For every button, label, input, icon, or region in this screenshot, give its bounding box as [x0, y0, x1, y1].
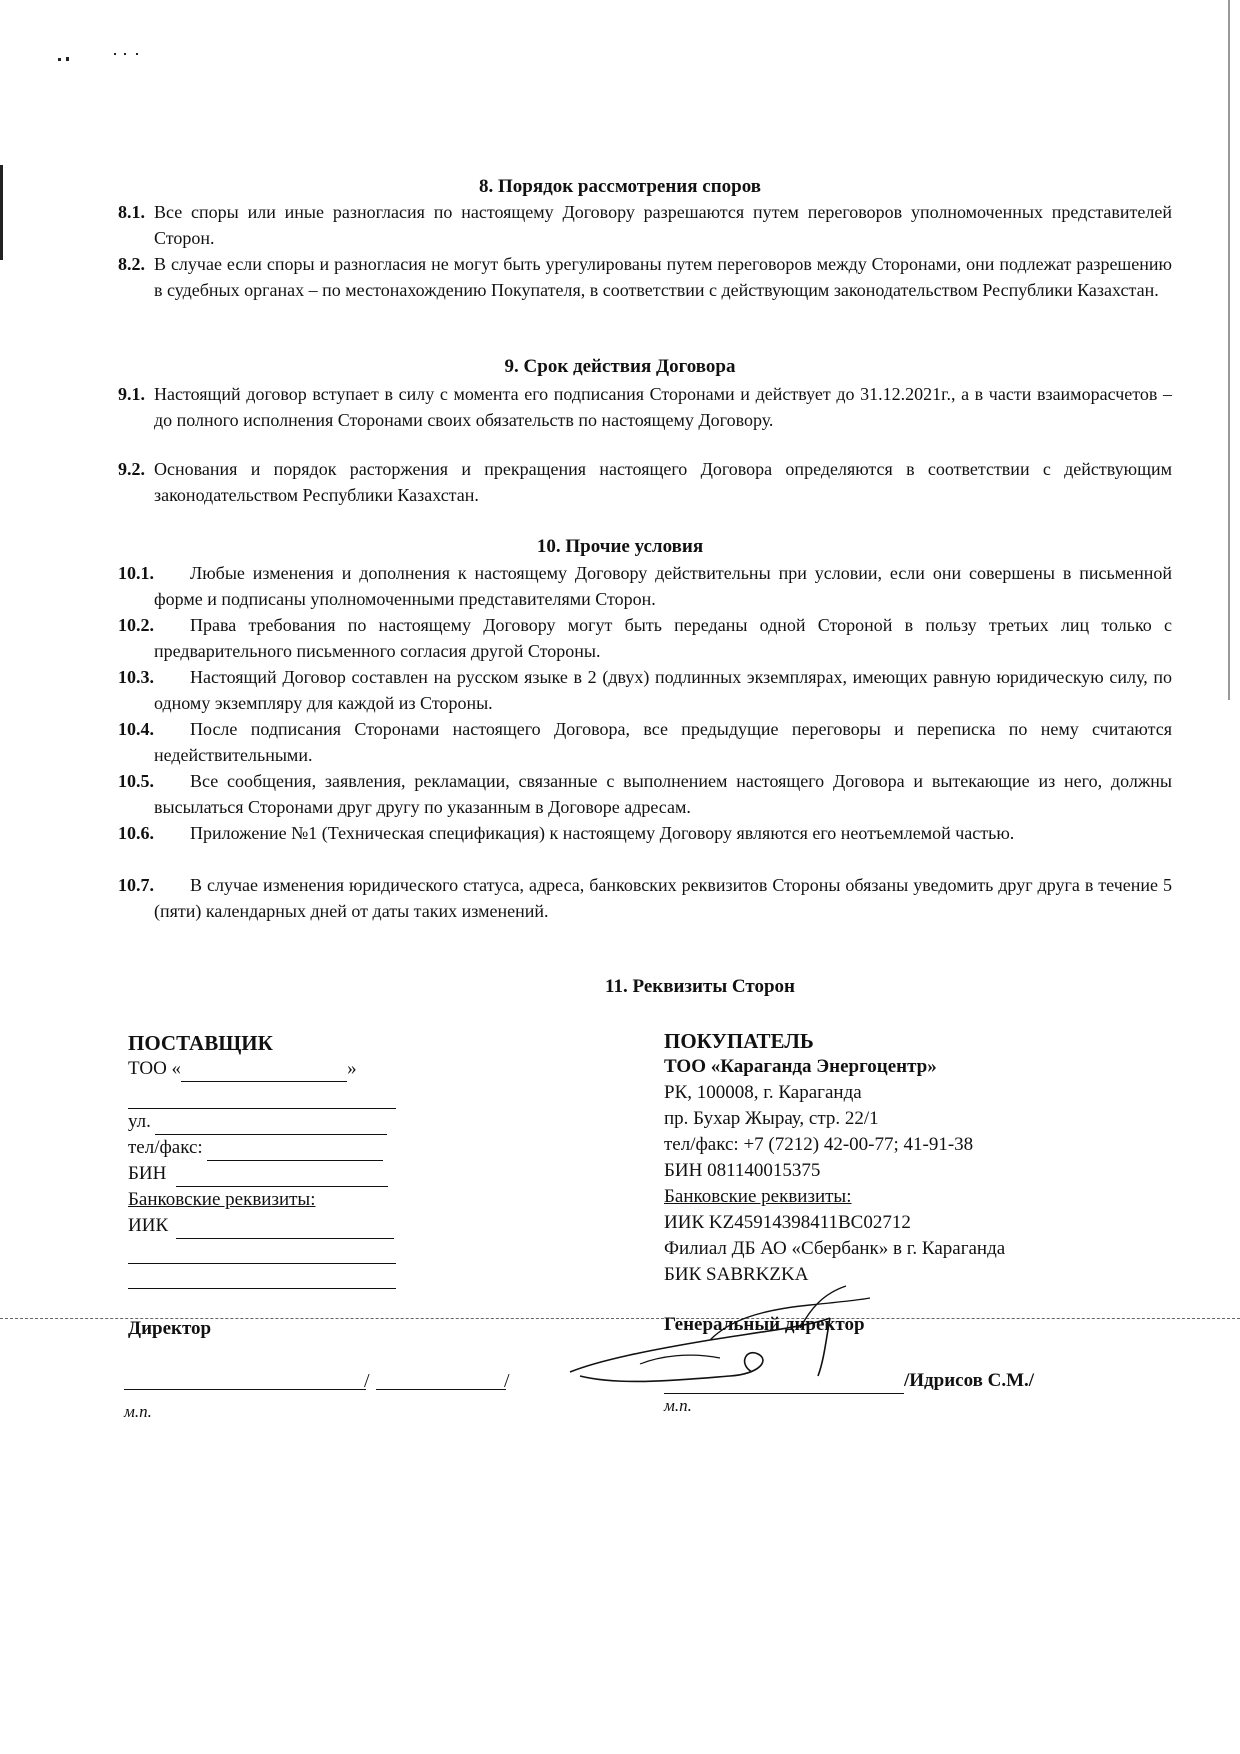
supplier-org-line: [128, 1056, 428, 1082]
buyer-iik: ИИК KZ45914398411BC02712: [664, 1212, 911, 1233]
supplier-street-blank: [155, 1116, 387, 1135]
supplier-street-label: ул.: [128, 1111, 151, 1132]
slash-separator: /: [364, 1370, 370, 1392]
section-8-title: 8. Порядок рассмотрения споров: [478, 176, 762, 197]
supplier-seal-mark: м.п.: [124, 1402, 152, 1421]
supplier-bin-line: [128, 1161, 428, 1187]
scan-artifact: [114, 53, 116, 55]
clause-text: Основания и порядок расторжения и прекращения настоящего Договора определяются в соответствии с действующим законодательством Республики Казахстан.: [154, 459, 1172, 505]
handwritten-signature: [560, 1280, 880, 1390]
clause-10-4: [0, 716, 1172, 768]
supplier-director-label: Директор: [128, 1318, 212, 1339]
buyer-bank: Филиал ДБ АО «Сбербанк» в г. Караганда: [664, 1238, 1006, 1259]
clause-number: 10.7.: [118, 875, 154, 895]
clause-text: Настоящий договор вступает в силу с момента его подписания Сторонами и действует до 31.12.2021г., а в части взаиморасчетов – до полного исполнения Сторонами своих обязательств по настоящему Договору.: [154, 384, 1172, 430]
supplier-street-line: [128, 1109, 428, 1135]
buyer-phone: тел/факс: +7 (7212) 42-00-77; 41-91-38: [664, 1134, 974, 1155]
clause-number: 10.1.: [118, 563, 154, 583]
clause-text: Настоящий Договор составлен на русском языке в 2 (двух) подлинных экземплярах, имеющих равную юридическую силу, по одному экземпляру для каждой из Стороны.: [154, 667, 1172, 713]
supplier-bin-label: БИН: [128, 1163, 167, 1184]
clause-number: 8.2.: [118, 254, 145, 274]
buyer-signature-line: [664, 1392, 904, 1394]
supplier-phone-line: [128, 1135, 428, 1161]
clause-number: 9.2.: [118, 459, 145, 479]
supplier-signature-line: [124, 1388, 366, 1390]
scan-artifact: [1228, 0, 1230, 700]
clause-10-3: [0, 664, 1172, 716]
supplier-name-line: [376, 1388, 506, 1390]
supplier-blank-line: [128, 1082, 396, 1109]
clause-text: Любые изменения и дополнения к настоящему Договору действительны при условии, если они совершены в письменной форме и подписаны уполномоченными представителями Сторон.: [154, 563, 1172, 609]
clause-number: 10.3.: [118, 667, 154, 687]
buyer-heading: ПОКУПАТЕЛЬ: [664, 1029, 814, 1053]
clause-number: 10.6.: [118, 823, 154, 843]
clause-text: Все сообщения, заявления, рекламации, связанные с выполнением настоящего Договора и вытекающие из него, должны высылаться Сторонами друг другу по указанным в Договоре адресам.: [154, 771, 1172, 817]
buyer-signer-name: /Идрисов С.М./: [904, 1370, 1035, 1391]
buyer-address-1: РК, 100008, г. Караганда: [664, 1082, 862, 1103]
buyer-seal-mark: м.п.: [664, 1396, 692, 1415]
buyer-bin: БИН 081140015375: [664, 1160, 821, 1181]
supplier-iik-blank: [176, 1220, 394, 1239]
clause-text: Приложение №1 (Техническая спецификация) к настоящему Договору являются его неотъемлемой частью.: [190, 823, 1015, 843]
supplier-bank-label: Банковские реквизиты:: [128, 1189, 316, 1210]
clause-10-6: [0, 820, 1172, 846]
buyer-director-label: Генеральный директор: [664, 1314, 865, 1335]
buyer-block: [664, 1028, 1144, 1288]
slash-separator: /: [504, 1370, 510, 1392]
buyer-bank-label: Банковские реквизиты:: [664, 1186, 852, 1207]
scan-artifact: [124, 53, 126, 55]
section-11-title: 11. Реквизиты Сторон: [605, 976, 795, 997]
supplier-blank-line: [128, 1239, 396, 1264]
supplier-org-suffix: »: [347, 1058, 357, 1079]
clause-number: 10.2.: [118, 615, 154, 635]
supplier-block: [128, 1030, 428, 1289]
supplier-iik-line: [128, 1213, 428, 1239]
clause-10-1: [0, 560, 1172, 612]
clause-9-2: [0, 456, 1172, 508]
supplier-iik-label: ИИК: [128, 1215, 169, 1236]
supplier-heading: ПОСТАВЩИК: [128, 1031, 273, 1055]
scan-artifact: [58, 58, 61, 61]
buyer-address-2: пр. Бухар Жырау, стр. 22/1: [664, 1108, 879, 1129]
clause-number: 10.5.: [118, 771, 154, 791]
scan-artifact: [66, 57, 69, 61]
clause-8-1: [0, 199, 1172, 251]
clause-number: 10.4.: [118, 719, 154, 739]
section-10-title: 10. Прочие условия: [536, 536, 704, 557]
clause-10-2: [0, 612, 1172, 664]
supplier-org-blank: [181, 1063, 347, 1082]
supplier-phone-label: тел/факс:: [128, 1137, 203, 1158]
supplier-org-prefix: ТОО «: [128, 1058, 182, 1079]
clause-number: 8.1.: [118, 202, 145, 222]
buyer-org: ТОО «Караганда Энергоцентр»: [664, 1056, 937, 1077]
scan-artifact: [136, 53, 138, 55]
clause-number: 9.1.: [118, 384, 145, 404]
supplier-phone-blank: [207, 1142, 383, 1161]
clause-text: После подписания Сторонами настоящего Договора, все предыдущие переговоры и переписка по нему считаются недействительными.: [154, 719, 1172, 765]
clause-8-2: [0, 251, 1172, 303]
clause-text: В случае если споры и разногласия не могут быть урегулированы путем переговоров между Сторонами, они подлежат разрешению в судебных органах – по местонахождению Покупателя, в соответствии с действующим законодательством Республики Казахстан.: [154, 254, 1172, 300]
clause-text: В случае изменения юридического статуса, адреса, банковских реквизитов Стороны обязаны уведомить друг друга в течение 5 (пяти) календарных дней от даты таких изменений.: [154, 875, 1172, 921]
supplier-bin-blank: [176, 1168, 388, 1187]
clause-10-7: [0, 872, 1172, 924]
section-9-title: 9. Срок действия Договора: [504, 356, 736, 377]
clause-10-5: [0, 768, 1172, 820]
clause-9-1: [0, 381, 1172, 433]
clause-text: Все споры или иные разногласия по настоящему Договору разрешаются путем переговоров уполномоченных представителей Сторон.: [154, 202, 1172, 248]
buyer-bik: БИК SABRKZKA: [664, 1264, 809, 1285]
clause-text: Права требования по настоящему Договору могут быть переданы одной Стороной в пользу третьих лиц только с предварительного письменного согласия другой Стороны.: [154, 615, 1172, 661]
supplier-blank-line: [128, 1264, 396, 1289]
